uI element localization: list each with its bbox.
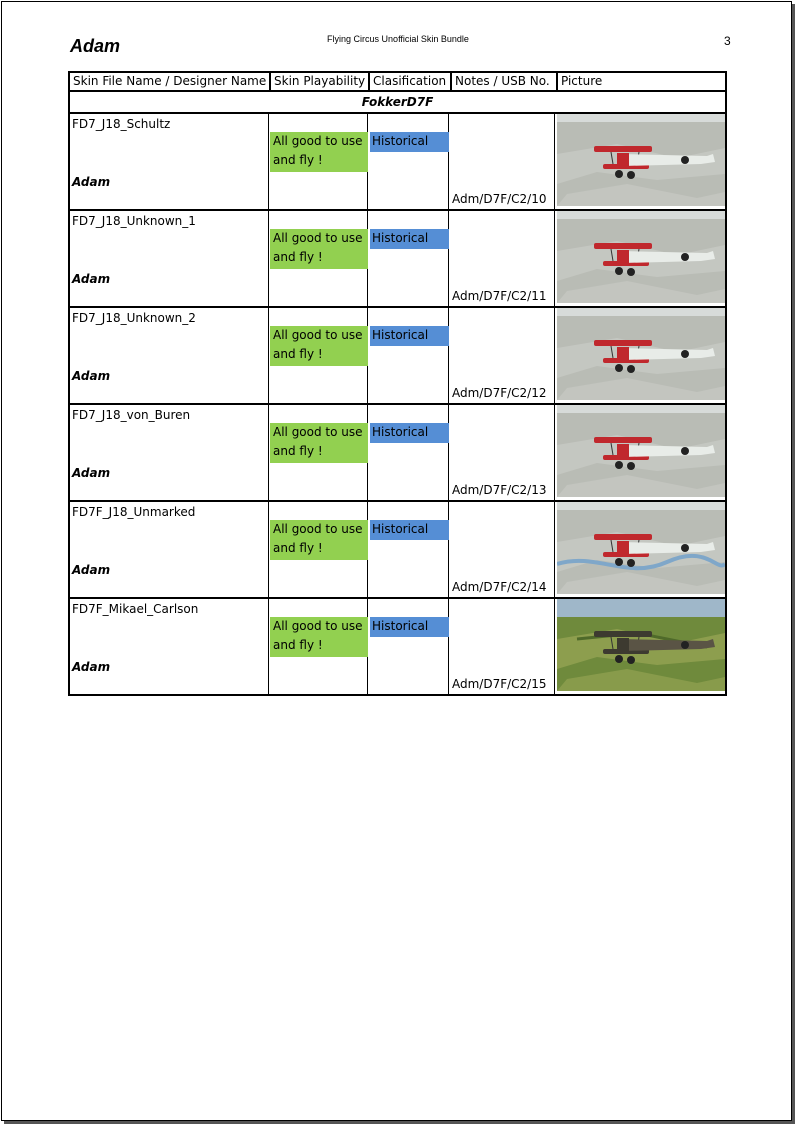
playability-cell: All good to use and fly ! <box>270 520 368 560</box>
header-picture: Picture <box>561 74 603 88</box>
header-classification: Clasification <box>370 73 452 90</box>
designer-name: Adam <box>72 660 111 674</box>
usb-number: Adm/D7F/C2/10 <box>452 192 547 206</box>
biplane-image-icon <box>557 405 725 497</box>
usb-number: Adm/D7F/C2/12 <box>452 386 547 400</box>
classification-cell: Historical <box>370 132 449 152</box>
skin-file-name: FD7_J18_Schultz <box>72 117 171 131</box>
designer-name: Adam <box>72 272 111 286</box>
table-row <box>68 114 727 211</box>
skin-picture <box>557 211 725 303</box>
playability-cell: All good to use and fly ! <box>270 229 368 269</box>
page-author: Adam <box>70 36 121 56</box>
table-row <box>68 211 727 308</box>
table-row <box>68 599 727 696</box>
biplane-image-icon <box>557 308 725 400</box>
classification-cell: Historical <box>370 617 449 637</box>
classification-cell: Historical <box>370 520 449 540</box>
table-row <box>68 308 727 405</box>
designer-name: Adam <box>72 175 111 189</box>
playability-cell: All good to use and fly ! <box>270 326 368 366</box>
classification-cell: Historical <box>370 229 449 249</box>
page-number: 3 <box>724 34 731 48</box>
header-file-name: Skin File Name / Designer Name <box>70 73 271 90</box>
skin-picture <box>557 308 725 400</box>
skin-picture <box>557 502 725 594</box>
skin-file-name: FD7_J18_Unknown_1 <box>72 214 196 228</box>
skin-picture <box>557 114 725 206</box>
biplane-image-icon <box>557 114 725 206</box>
header-playability: Skin Playability <box>271 73 370 90</box>
biplane-image-icon <box>557 599 725 691</box>
usb-number: Adm/D7F/C2/14 <box>452 580 547 594</box>
biplane-image-icon <box>557 502 725 594</box>
biplane-image-icon <box>557 211 725 303</box>
skin-picture <box>557 405 725 497</box>
skin-file-name: FD7_J18_Unknown_2 <box>72 311 196 325</box>
skin-picture <box>557 599 725 691</box>
usb-number: Adm/D7F/C2/13 <box>452 483 547 497</box>
usb-number: Adm/D7F/C2/15 <box>452 677 547 691</box>
designer-name: Adam <box>72 466 111 480</box>
classification-cell: Historical <box>370 423 449 443</box>
table-header <box>68 71 727 92</box>
designer-name: Adam <box>72 369 111 383</box>
header-notes: Notes / USB No. <box>452 73 558 90</box>
skin-file-name: FD7F_J18_Unmarked <box>72 505 196 519</box>
document-title: Flying Circus Unofficial Skin Bundle <box>327 34 469 44</box>
table-row <box>68 405 727 502</box>
skin-file-name: FD7_J18_von_Buren <box>72 408 191 422</box>
skin-file-name: FD7F_Mikael_Carlson <box>72 602 199 616</box>
classification-cell: Historical <box>370 326 449 346</box>
designer-name: Adam <box>72 563 111 577</box>
playability-cell: All good to use and fly ! <box>270 423 368 463</box>
table-row <box>68 502 727 599</box>
playability-cell: All good to use and fly ! <box>270 617 368 657</box>
playability-cell: All good to use and fly ! <box>270 132 368 172</box>
usb-number: Adm/D7F/C2/11 <box>452 289 547 303</box>
section-title: FokkerD7F <box>68 92 727 114</box>
